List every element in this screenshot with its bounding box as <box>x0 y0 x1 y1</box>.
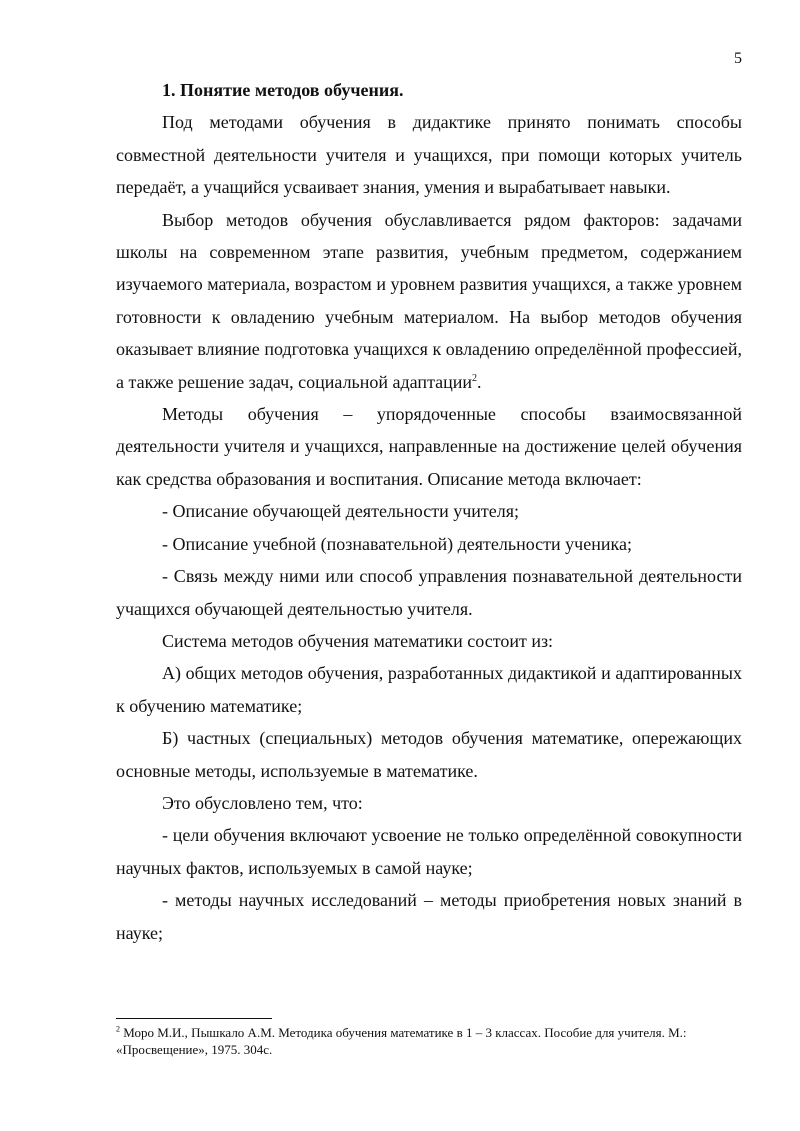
list-item-2: - Описание учебной (познавательной) деятельности ученика; <box>162 533 632 554</box>
list-item-a: А) общих методов обучения, разработанных дидактикой и адаптированных к обучению математике; <box>116 663 742 716</box>
paragraph-2-text: Выбор методов обучения обуславливается рядом факторов: задачами школы на современном этапе развития, учебным предметом, содержанием изучаемого материала, возрастом и уровнем развития учащихся, а также уровнем готовности к овладению учебным материалом. На выбор методов обучения оказывает влияние подготовка учащихся к овладению определённой профессией, а также решение задач, социальной адаптации <box>116 209 742 392</box>
section-heading: 1. Понятие методов обучения. <box>162 80 404 100</box>
list-item-3: - Связь между ними или способ управления познавательной деятельности учащихся обучающей деятельностью учителя. <box>116 566 742 619</box>
footnote-number: 2 <box>116 1024 120 1034</box>
list-item-6: - цели обучения включают усвоение не только определённой совокупности научных фактов, используемых в самой науке; <box>116 825 742 878</box>
paragraph-2-end: . <box>477 371 482 392</box>
paragraph-2 <box>116 204 742 398</box>
paragraph-3: Методы обучения – упорядоченные способы взаимосвязанной деятельности учителя и учащихся, направленные на достижение целей обучения как средства образования и воспитания. Описание метода включает: <box>116 404 742 489</box>
list-item-1: - Описание обучающей деятельности учителя; <box>162 501 520 522</box>
body-text <box>116 74 742 949</box>
footnote <box>116 1024 742 1058</box>
list-item-7: - методы научных исследований – методы приобретения новых знаний в науке; <box>116 890 742 943</box>
footnote-separator <box>116 1018 272 1019</box>
list-item-b: Б) частных (специальных) методов обучения математике, опережающих основные методы, используемые в математике. <box>116 728 742 781</box>
paragraph-5: Это обусловлено тем, что: <box>162 792 363 813</box>
footnote-ref[interactable]: 2 <box>472 372 478 384</box>
footnote-text: Моро М.И., Пышкало А.М. Методика обучения математике в 1 – 3 классах. Пособие для учителя. М.: «Просвещение», 1975. 304с. <box>116 1025 687 1057</box>
page-number: 5 <box>734 50 742 67</box>
paragraph-4: Система методов обучения математики состоит из: <box>162 630 554 651</box>
paragraph-1: Под методами обучения в дидактике принято понимать способы совместной деятельности учителя и учащихся, при помощи которых учитель передаёт, а учащийся усваивает знания, умения и вырабатывает навыки. <box>116 112 742 198</box>
